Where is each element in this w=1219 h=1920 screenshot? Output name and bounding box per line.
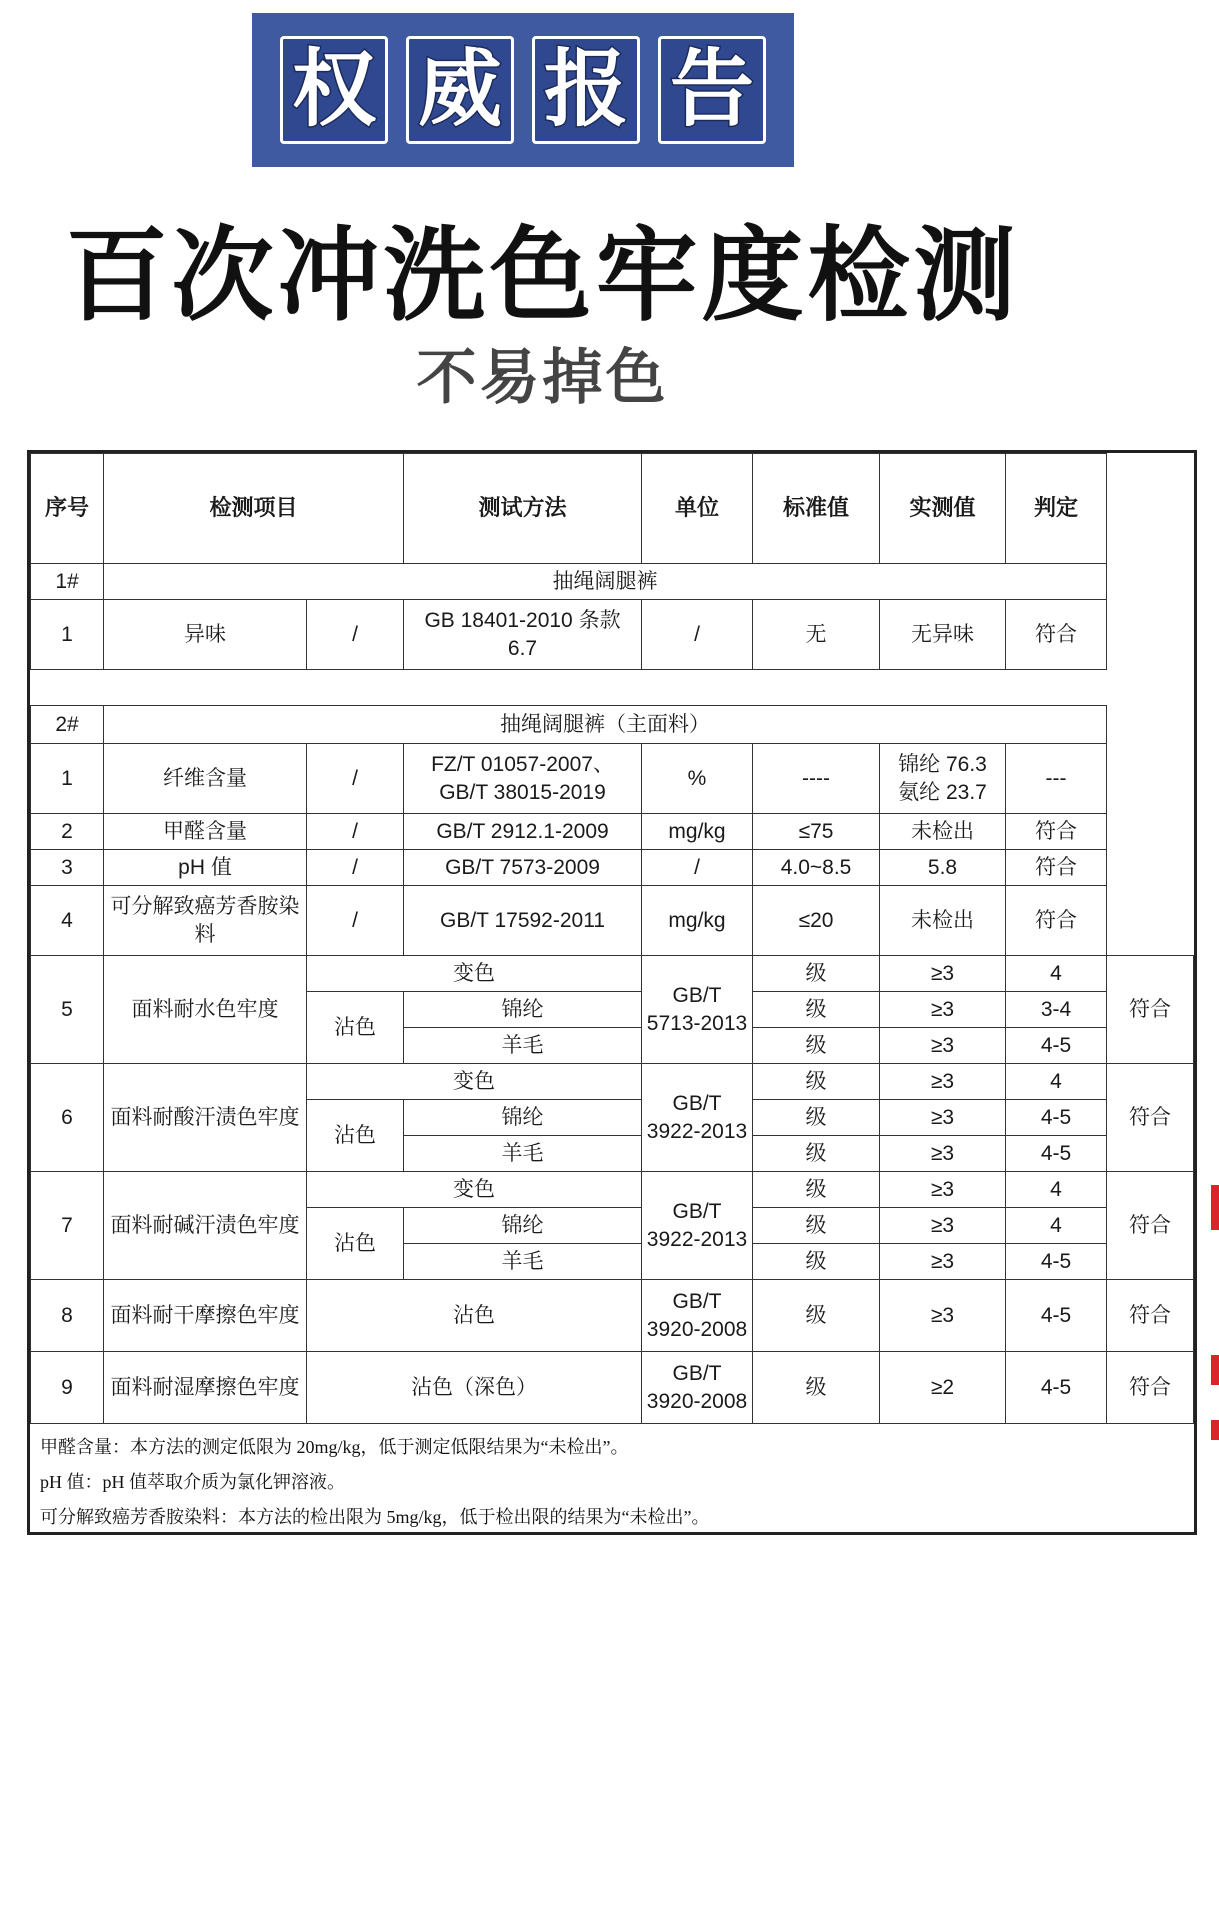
- row-standard: ≤75: [753, 814, 880, 850]
- row-verdict: 符合: [1107, 1064, 1194, 1172]
- row-result: 4: [1006, 956, 1107, 992]
- footnotes: [30, 1424, 1194, 1541]
- header-cell: 单位: [642, 454, 753, 564]
- row-standard: ≥3: [880, 992, 1006, 1028]
- banner-char: 告: [658, 36, 766, 144]
- table-row: [31, 744, 1194, 814]
- row-standard: ≥3: [880, 1208, 1006, 1244]
- row-unit: 级: [753, 956, 880, 992]
- row-unit: /: [642, 850, 753, 886]
- row-sub: 变色: [307, 956, 642, 992]
- method-line: GB/T 38015-2019: [439, 780, 606, 804]
- row-unit: 级: [753, 1280, 880, 1352]
- method-line: FZ/T 01057-2007、: [431, 753, 614, 777]
- banner-char: 威: [406, 36, 514, 144]
- row-standard: ≥3: [880, 956, 1006, 992]
- row-no: 6: [31, 1064, 104, 1172]
- row-sub: /: [307, 850, 404, 886]
- row-item: 甲醛含量: [104, 814, 307, 850]
- header-cell: 判定: [1006, 454, 1107, 564]
- row-method: GB/T 2912.1-2009: [404, 814, 642, 850]
- row-unit: 级: [753, 992, 880, 1028]
- row-result: 4-5: [1006, 1352, 1107, 1424]
- edge-mark: [1211, 1420, 1219, 1440]
- row-fiber: 锦纶: [404, 1208, 642, 1244]
- row-method: GB/T 3922-2013: [642, 1172, 753, 1280]
- row-verdict: 符合: [1107, 1280, 1194, 1352]
- row-standard: ≥3: [880, 1172, 1006, 1208]
- table-row: [31, 850, 1194, 886]
- row-unit: mg/kg: [642, 886, 753, 956]
- spacer-row: [31, 670, 1194, 706]
- footnote: 可分解致癌芳香胺染料：本方法的检出限为 5mg/kg，低于检出限的结果为“未检出”。: [40, 1507, 710, 1527]
- row-result: 4-5: [1006, 1244, 1107, 1280]
- group-label: 2#: [31, 706, 104, 744]
- page-title: 百次冲洗色牢度检测: [65, 217, 1020, 336]
- row-no: 5: [31, 956, 104, 1064]
- row-standard: ----: [753, 744, 880, 814]
- group-name: 抽绳阔腿裤（主面料）: [104, 706, 1107, 744]
- header-cell: 实测值: [880, 454, 1006, 564]
- row-standard: ≤20: [753, 886, 880, 956]
- authority-report-banner: [252, 13, 794, 167]
- page-subtitle: 不易掉色: [416, 343, 669, 413]
- row-verdict: 符合: [1006, 886, 1107, 956]
- test-results-table: [30, 453, 1194, 1424]
- row-result: 3-4: [1006, 992, 1107, 1028]
- row-no: 3: [31, 850, 104, 886]
- row-sub: 沾色: [307, 1100, 404, 1172]
- row-standard: ≥3: [880, 1136, 1006, 1172]
- table-row: [31, 956, 1194, 992]
- row-unit: 级: [753, 1172, 880, 1208]
- row-verdict: 符合: [1107, 956, 1194, 1064]
- row-sub: /: [307, 886, 404, 956]
- table-row: [31, 814, 1194, 850]
- header-cell: 测试方法: [404, 454, 642, 564]
- test-report: [27, 450, 1197, 1535]
- row-result: 4: [1006, 1064, 1107, 1100]
- row-item: 可分解致癌芳香胺染料: [104, 886, 307, 956]
- row-sub: /: [307, 814, 404, 850]
- row-verdict: 符合: [1006, 814, 1107, 850]
- row-unit: 级: [753, 1352, 880, 1424]
- row-result: 未检出: [880, 814, 1006, 850]
- row-standard: ≥3: [880, 1244, 1006, 1280]
- row-unit: 级: [753, 1100, 880, 1136]
- row-standard: ≥3: [880, 1100, 1006, 1136]
- row-no: 4: [31, 886, 104, 956]
- row-result: 4-5: [1006, 1136, 1107, 1172]
- row-item: 面料耐干摩擦色牢度: [104, 1280, 307, 1352]
- result-line: 氨纶 23.7: [898, 780, 987, 804]
- row-unit: /: [642, 600, 753, 670]
- row-item: 纤维含量: [104, 744, 307, 814]
- footnote: 甲醛含量：本方法的测定低限为 20mg/kg，低于测定低限结果为“未检出”。: [40, 1437, 629, 1457]
- row-no: 1: [31, 744, 104, 814]
- row-method: GB/T 5713-2013: [642, 956, 753, 1064]
- row-item: 面料耐水色牢度: [104, 956, 307, 1064]
- row-item: pH 值: [104, 850, 307, 886]
- header-cell: 检测项目: [104, 454, 404, 564]
- row-result: 4: [1006, 1208, 1107, 1244]
- group-label: 1#: [31, 564, 104, 600]
- row-sub: 沾色（深色）: [307, 1352, 642, 1424]
- group-row: [31, 706, 1194, 744]
- row-item: 面料耐湿摩擦色牢度: [104, 1352, 307, 1424]
- row-sub: 变色: [307, 1172, 642, 1208]
- row-unit: 级: [753, 1208, 880, 1244]
- result-line: 锦纶 76.3: [898, 753, 987, 777]
- row-fiber: 锦纶: [404, 1100, 642, 1136]
- row-verdict: 符合: [1107, 1172, 1194, 1280]
- table-row: [31, 1064, 1194, 1100]
- row-sub: 沾色: [307, 1280, 642, 1352]
- row-sub: 沾色: [307, 1208, 404, 1280]
- row-standard: ≥3: [880, 1064, 1006, 1100]
- table-row: [31, 886, 1194, 956]
- row-unit: 级: [753, 1028, 880, 1064]
- row-no: 8: [31, 1280, 104, 1352]
- row-fiber: 羊毛: [404, 1244, 642, 1280]
- row-method: GB/T 17592-2011: [404, 886, 642, 956]
- row-verdict: ---: [1006, 744, 1107, 814]
- row-fiber: 羊毛: [404, 1136, 642, 1172]
- group-row: [31, 564, 1194, 600]
- row-fiber: 锦纶: [404, 992, 642, 1028]
- row-result: 未检出: [880, 886, 1006, 956]
- row-sub: /: [307, 744, 404, 814]
- row-standard: 无: [753, 600, 880, 670]
- row-no: 9: [31, 1352, 104, 1424]
- row-verdict: 符合: [1006, 600, 1107, 670]
- row-unit: %: [642, 744, 753, 814]
- row-method: GB/T 3922-2013: [642, 1064, 753, 1172]
- row-method: GB/T 7573-2009: [404, 850, 642, 886]
- row-result: 无异味: [880, 600, 1006, 670]
- row-standard: ≥2: [880, 1352, 1006, 1424]
- group-name: 抽绳阔腿裤: [104, 564, 1107, 600]
- row-result: [880, 744, 1006, 814]
- row-result: 4-5: [1006, 1028, 1107, 1064]
- row-no: 2: [31, 814, 104, 850]
- row-method: [404, 744, 642, 814]
- table-header-row: [31, 454, 1194, 564]
- row-item: 面料耐碱汗渍色牢度: [104, 1172, 307, 1280]
- row-verdict: 符合: [1006, 850, 1107, 886]
- row-sub: /: [307, 600, 404, 670]
- row-no: 7: [31, 1172, 104, 1280]
- header-cell: 序号: [31, 454, 104, 564]
- row-unit: mg/kg: [642, 814, 753, 850]
- row-sub: 变色: [307, 1064, 642, 1100]
- row-unit: 级: [753, 1244, 880, 1280]
- edge-mark: [1211, 1355, 1219, 1385]
- edge-mark: [1211, 1185, 1219, 1230]
- banner-char: 权: [280, 36, 388, 144]
- row-item: 异味: [104, 600, 307, 670]
- row-result: 4: [1006, 1172, 1107, 1208]
- row-result: 5.8: [880, 850, 1006, 886]
- table-row: [31, 1352, 1194, 1424]
- table-row: [31, 1172, 1194, 1208]
- row-fiber: 羊毛: [404, 1028, 642, 1064]
- row-standard: ≥3: [880, 1028, 1006, 1064]
- row-no: 1: [31, 600, 104, 670]
- row-method: GB/T 3920-2008: [642, 1280, 753, 1352]
- footnote: pH 值：pH 值萃取介质为氯化钾溶液。: [40, 1472, 345, 1492]
- row-result: 4-5: [1006, 1280, 1107, 1352]
- table-row: [31, 600, 1194, 670]
- table-row: [31, 1280, 1194, 1352]
- row-result: 4-5: [1006, 1100, 1107, 1136]
- banner-char: 报: [532, 36, 640, 144]
- header-cell: 标准值: [753, 454, 880, 564]
- row-item: 面料耐酸汗渍色牢度: [104, 1064, 307, 1172]
- row-method: GB/T 3920-2008: [642, 1352, 753, 1424]
- row-sub: 沾色: [307, 992, 404, 1064]
- row-unit: 级: [753, 1136, 880, 1172]
- row-verdict: 符合: [1107, 1352, 1194, 1424]
- row-unit: 级: [753, 1064, 880, 1100]
- row-standard: ≥3: [880, 1280, 1006, 1352]
- row-method: GB 18401-2010 条款 6.7: [404, 600, 642, 670]
- row-standard: 4.0~8.5: [753, 850, 880, 886]
